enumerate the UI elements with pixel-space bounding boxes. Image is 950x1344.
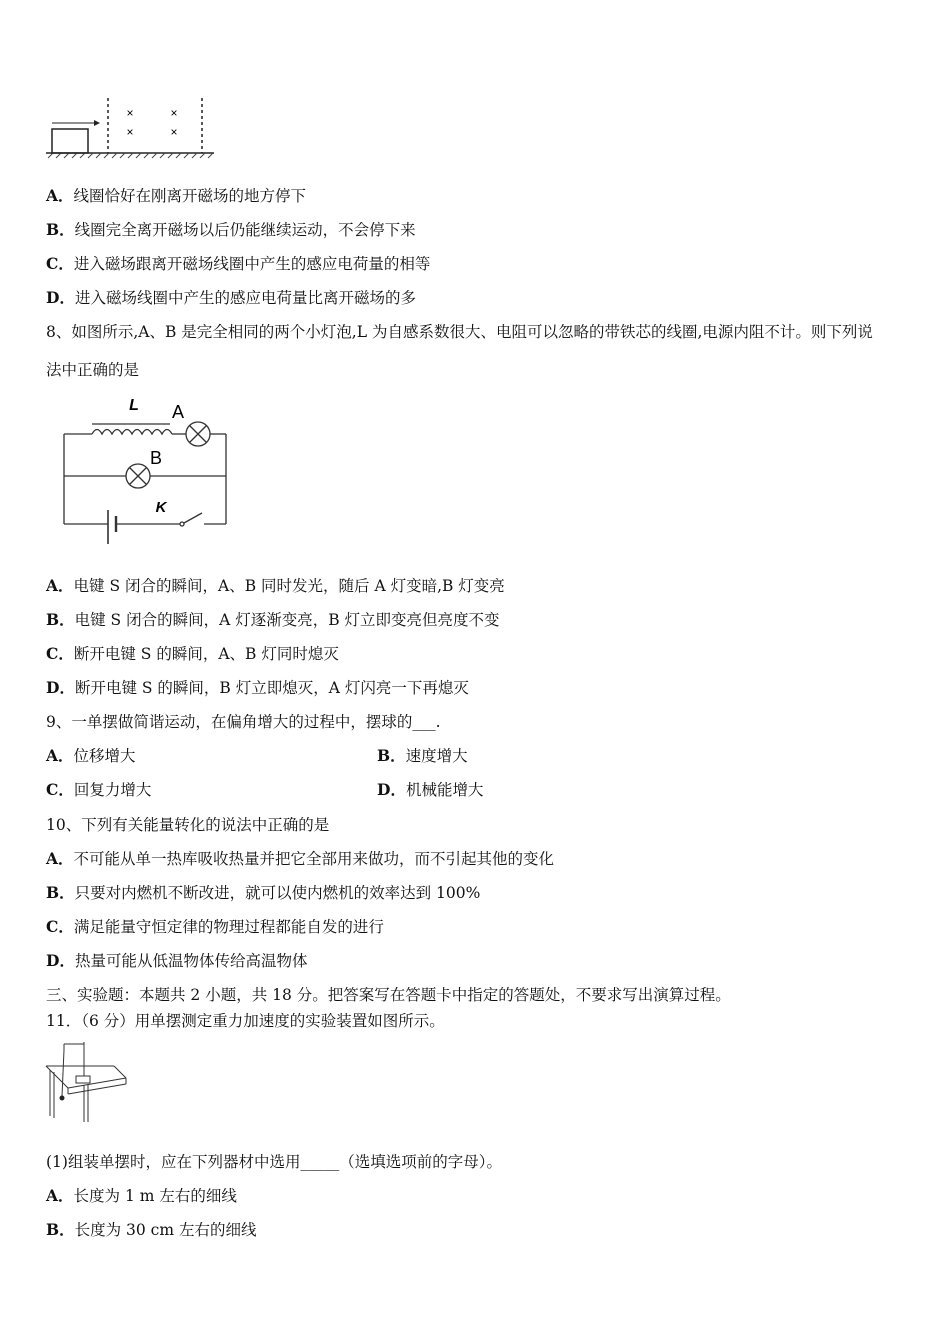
q7-option-d: D．进入磁场线圈中产生的感应电荷量比离开磁场的多 [46,288,416,307]
q8-stem-line2: 法中正确的是 [46,361,140,379]
q8-stem-line1: 8、如图所示,A、B 是完全相同的两个小灯泡,L 为自感系数很大、电阻可以忽略的带铁芯的线圈,电源内阻不计。则下列说 [46,323,873,341]
q10-option-d: D．热量可能从低温物体传给高温物体 [46,951,308,970]
section-3-heading: 三、实验题：本题共 2 小题，共 18 分。把答案写在答题卡中指定的答题处，不要求写出演算过程。 [46,986,731,1004]
q8-option-b: B．电键 S 闭合的瞬间，A 灯逐渐变亮，B 灯立即变亮但亮度不变 [46,610,500,629]
q10-option-a: A．不可能从单一热库吸收热量并把它全部用来做功，而不引起其他的变化 [46,849,555,868]
q10-option-c: C．满足能量守恒定律的物理过程都能自发的进行 [46,917,384,936]
q9-option-a: A．位移增大 [46,746,136,765]
field-cross-mark: × [170,106,178,120]
q9-stem: 9、一单摆做简谐运动，在偏角增大的过程中，摆球的___. [46,713,441,731]
label-k: K [155,499,167,516]
q8-option-a: A．电键 S 闭合的瞬间，A、B 同时发光，随后 A 灯变暗,B 灯变亮 [46,576,505,595]
coil-magnetic-field-figure [44,96,219,162]
q11-sub1: (1)组装单摆时，应在下列器材中选用_____（选填选项前的字母）。 [46,1153,502,1171]
q9-option-d: D．机械能增大 [377,780,484,799]
label-a: A [171,402,185,422]
q7-option-b: B．线圈完全离开磁场以后仍能继续运动，不会停下来 [46,220,416,239]
pendulum-bob [60,1096,65,1101]
velocity-arrow [94,120,100,126]
q8-option-c: C．断开电键 S 的瞬间，A、B 灯同时熄灭 [46,644,339,663]
pendulum-apparatus-figure [44,1038,130,1124]
label-b: B [149,448,163,468]
switch-k [184,513,202,523]
pendulum-string [62,1050,64,1096]
q9-option-b: B．速度增大 [377,746,468,765]
label-l: L [129,397,139,414]
q7-option-a: A．线圈恰好在刚离开磁场的地方停下 [46,186,307,205]
q7-option-c: C．进入磁场跟离开磁场线圈中产生的感应电荷量的相等 [46,254,431,273]
q9-option-c: C．回复力增大 [46,780,152,799]
q10-stem: 10、下列有关能量转化的说法中正确的是 [46,816,330,834]
stand-base [76,1076,90,1083]
q8-option-d: D．断开电键 S 的瞬间，B 灯立即熄灭，A 灯闪亮一下再熄灭 [46,678,469,697]
q11-option-b: B．长度为 30 cm 左右的细线 [46,1220,257,1239]
field-cross-mark: × [126,125,134,139]
q10-option-b: B．只要对内燃机不断改进，就可以使内燃机的效率达到 100% [46,883,481,902]
inductor-circuit-figure [58,392,233,548]
q11-stem: 11．（6 分）用单摆测定重力加速度的实验装置如图所示。 [46,1012,445,1030]
q11-option-a: A．长度为 1 m 左右的细线 [46,1186,237,1205]
coil-rectangle [52,129,88,153]
field-cross-mark: × [126,106,134,120]
field-cross-mark: × [170,125,178,139]
